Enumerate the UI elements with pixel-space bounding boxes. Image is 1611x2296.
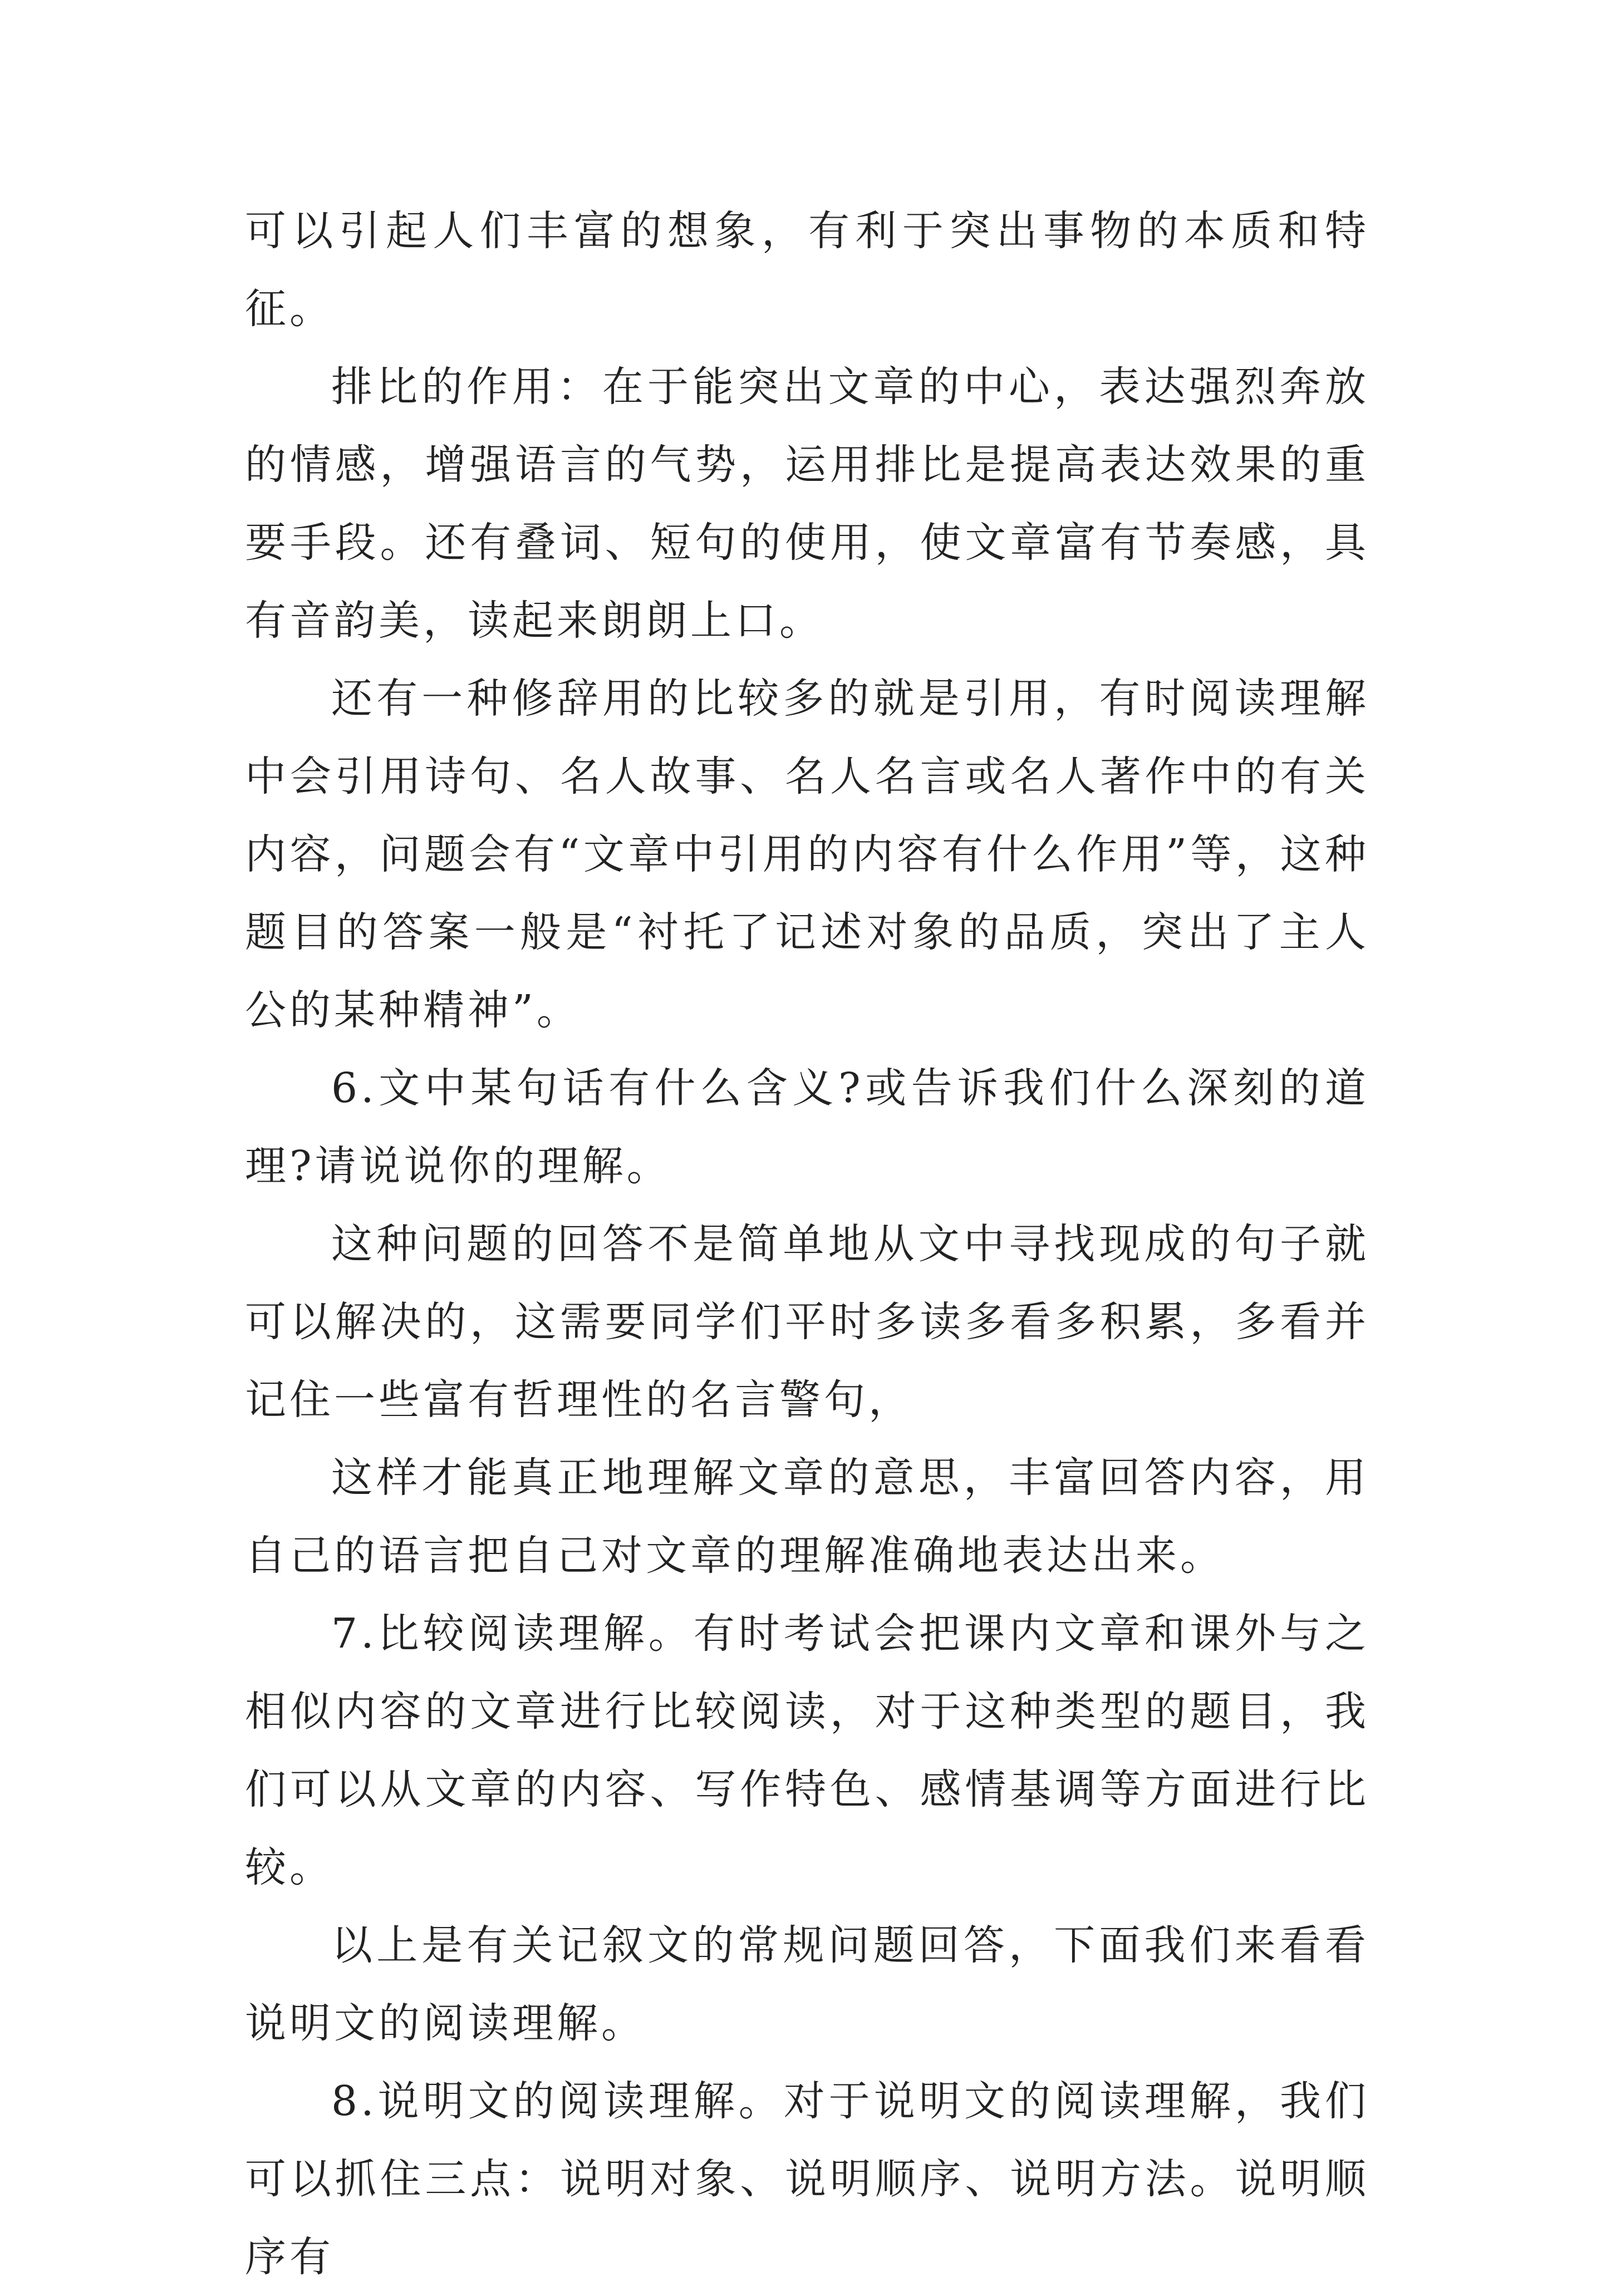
paragraph-6: 这样才能真正地理解文章的意思，丰富回答内容，用自己的语言把自己对文章的理解准确地表达出来。 — [245, 1454, 1369, 1580]
paragraph-3: 还有一种修辞用的比较多的就是引用，有时阅读理解中会引用诗句、名人故事、名人名言或名人著作中的有关内容，问题会有“文章中引用的内容有什么作用”等，这种题目的答案一般是“衬托了记述对象的品质，突出了主人公的某种精神”。 — [245, 675, 1369, 1034]
paragraph-9: 8.说明文的阅读理解。对于说明文的阅读理解，我们可以抓住三点：说明对象、说明顺序、说明方法。说明顺序有 — [245, 2077, 1369, 2281]
paragraph-4: 6.文中某句话有什么含义?或告诉我们什么深刻的道理?请说说你的理解。 — [245, 1064, 1369, 1190]
document-body — [245, 192, 1369, 2296]
paragraph-8: 以上是有关记叙文的常规问题回答，下面我们来看看说明文的阅读理解。 — [245, 1921, 1369, 2047]
paragraph-2: 排比的作用：在于能突出文章的中心，表达强烈奔放的情感，增强语言的气势，运用排比是提高表达效果的重要手段。还有叠词、短句的使用，使文章富有节奏感，具有音韵美，读起来朗朗上口。 — [245, 363, 1369, 645]
paragraph-5: 这种问题的回答不是简单地从文中寻找现成的句子就可以解决的，这需要同学们平时多读多看多积累，多看并记住一些富有哲理性的名言警句， — [245, 1220, 1369, 1424]
paragraph-1: 可以引起人们丰富的想象，有利于突出事物的本质和特征。 — [245, 207, 1369, 333]
paragraph-7: 7.比较阅读理解。有时考试会把课内文章和课外与之相似内容的文章进行比较阅读，对于这种类型的题目，我们可以从文章的内容、写作特色、感情基调等方面进行比较。 — [245, 1610, 1369, 1891]
